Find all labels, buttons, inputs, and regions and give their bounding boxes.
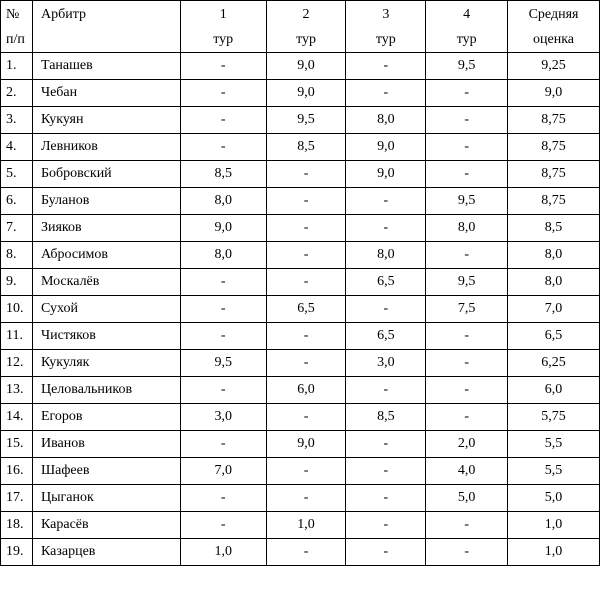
header-tour-2-line2: тур (296, 32, 316, 47)
cell-tour-2: 9,0 (266, 80, 346, 107)
header-average-line2: оценка (533, 32, 575, 47)
cell-tour-1: 9,5 (180, 350, 266, 377)
cell-average: 8,75 (508, 161, 600, 188)
cell-tour-1: 9,0 (180, 215, 266, 242)
cell-arbiter-name: Егоров (32, 404, 180, 431)
cell-tour-3: 6,5 (346, 269, 426, 296)
cell-tour-2: - (266, 188, 346, 215)
cell-tour-1: 3,0 (180, 404, 266, 431)
cell-arbiter-name: Чебан (32, 80, 180, 107)
header-tour-3 (346, 1, 426, 53)
cell-number: 14. (1, 404, 33, 431)
cell-tour-3: - (346, 188, 426, 215)
cell-arbiter-name: Карасёв (32, 512, 180, 539)
cell-tour-4: - (426, 242, 508, 269)
header-tour-1-line1: 1 (219, 7, 227, 22)
cell-tour-4: - (426, 350, 508, 377)
table-row (1, 134, 600, 161)
cell-arbiter-name: Сухой (32, 296, 180, 323)
cell-number: 19. (1, 539, 33, 566)
cell-tour-4: - (426, 404, 508, 431)
table-row (1, 107, 600, 134)
cell-number: 13. (1, 377, 33, 404)
table-row (1, 161, 600, 188)
table-row (1, 215, 600, 242)
cell-tour-2: - (266, 350, 346, 377)
cell-tour-1: - (180, 485, 266, 512)
cell-number: 5. (1, 161, 33, 188)
cell-arbiter-name: Левников (32, 134, 180, 161)
cell-tour-2: 6,5 (266, 296, 346, 323)
table-row (1, 296, 600, 323)
cell-tour-3: 8,0 (346, 107, 426, 134)
cell-tour-1: 8,0 (180, 242, 266, 269)
cell-tour-2: - (266, 458, 346, 485)
cell-arbiter-name: Иванов (32, 431, 180, 458)
cell-number: 10. (1, 296, 33, 323)
table-row (1, 80, 600, 107)
table-body (1, 53, 600, 566)
cell-tour-3: 9,0 (346, 161, 426, 188)
header-arbiter: Арбитр (32, 1, 180, 53)
cell-average: 8,75 (508, 107, 600, 134)
cell-tour-2: - (266, 161, 346, 188)
cell-tour-4: 9,5 (426, 53, 508, 80)
cell-tour-4: 9,5 (426, 188, 508, 215)
cell-average: 6,25 (508, 350, 600, 377)
cell-tour-3: 8,5 (346, 404, 426, 431)
cell-number: 9. (1, 269, 33, 296)
cell-tour-3: - (346, 431, 426, 458)
table-row (1, 350, 600, 377)
header-tour-3-line1: 3 (382, 7, 390, 22)
cell-tour-3: - (346, 296, 426, 323)
cell-tour-3: 6,5 (346, 323, 426, 350)
cell-tour-3: - (346, 215, 426, 242)
cell-arbiter-name: Танашев (32, 53, 180, 80)
table-row (1, 512, 600, 539)
header-tour-4 (426, 1, 508, 53)
cell-average: 5,75 (508, 404, 600, 431)
cell-number: 6. (1, 188, 33, 215)
cell-number: 12. (1, 350, 33, 377)
cell-tour-2: 1,0 (266, 512, 346, 539)
cell-tour-2: 9,0 (266, 53, 346, 80)
cell-arbiter-name: Зияков (32, 215, 180, 242)
cell-tour-3: 8,0 (346, 242, 426, 269)
cell-number: 16. (1, 458, 33, 485)
cell-average: 5,0 (508, 485, 600, 512)
table-row (1, 539, 600, 566)
cell-tour-2: 9,5 (266, 107, 346, 134)
table-row (1, 404, 600, 431)
table-row (1, 485, 600, 512)
cell-average: 9,25 (508, 53, 600, 80)
cell-average: 1,0 (508, 512, 600, 539)
cell-tour-4: - (426, 134, 508, 161)
cell-arbiter-name: Чистяков (32, 323, 180, 350)
header-average-line1: Средняя (528, 7, 579, 22)
cell-number: 11. (1, 323, 33, 350)
cell-tour-4: - (426, 80, 508, 107)
cell-tour-1: - (180, 431, 266, 458)
cell-tour-1: - (180, 296, 266, 323)
cell-tour-1: - (180, 269, 266, 296)
cell-tour-3: - (346, 512, 426, 539)
cell-tour-1: - (180, 377, 266, 404)
cell-tour-1: 7,0 (180, 458, 266, 485)
cell-arbiter-name: Кукуляк (32, 350, 180, 377)
cell-tour-2: - (266, 485, 346, 512)
table-row (1, 53, 600, 80)
cell-average: 8,75 (508, 134, 600, 161)
cell-tour-1: 1,0 (180, 539, 266, 566)
cell-arbiter-name: Буланов (32, 188, 180, 215)
cell-arbiter-name: Кукуян (32, 107, 180, 134)
cell-tour-2: 8,5 (266, 134, 346, 161)
cell-tour-1: - (180, 134, 266, 161)
cell-arbiter-name: Цыганок (32, 485, 180, 512)
cell-arbiter-name: Шафеев (32, 458, 180, 485)
cell-tour-4: - (426, 107, 508, 134)
cell-arbiter-name: Казарцев (32, 539, 180, 566)
table-row (1, 188, 600, 215)
cell-tour-3: - (346, 539, 426, 566)
cell-average: 8,75 (508, 188, 600, 215)
table-row (1, 431, 600, 458)
header-tour-1 (180, 1, 266, 53)
cell-tour-2: - (266, 242, 346, 269)
cell-tour-1: - (180, 80, 266, 107)
cell-tour-4: - (426, 539, 508, 566)
cell-tour-2: 6,0 (266, 377, 346, 404)
cell-number: 4. (1, 134, 33, 161)
header-number-line1: № (6, 7, 20, 22)
cell-number: 15. (1, 431, 33, 458)
table-row (1, 323, 600, 350)
cell-average: 9,0 (508, 80, 600, 107)
cell-average: 6,0 (508, 377, 600, 404)
cell-tour-3: - (346, 458, 426, 485)
cell-number: 17. (1, 485, 33, 512)
table-row (1, 242, 600, 269)
header-tour-2-line1: 2 (302, 7, 310, 22)
cell-average: 1,0 (508, 539, 600, 566)
cell-tour-1: 8,0 (180, 188, 266, 215)
cell-tour-2: - (266, 539, 346, 566)
cell-tour-2: - (266, 269, 346, 296)
cell-tour-4: 7,5 (426, 296, 508, 323)
cell-number: 7. (1, 215, 33, 242)
cell-tour-4: - (426, 161, 508, 188)
cell-number: 3. (1, 107, 33, 134)
cell-tour-2: - (266, 404, 346, 431)
cell-number: 18. (1, 512, 33, 539)
cell-tour-1: - (180, 53, 266, 80)
cell-tour-2: 9,0 (266, 431, 346, 458)
header-tour-4-line2: тур (456, 32, 477, 47)
cell-arbiter-name: Целовальников (32, 377, 180, 404)
cell-tour-4: 8,0 (426, 215, 508, 242)
cell-tour-2: - (266, 215, 346, 242)
header-tour-1-line2: тур (213, 32, 234, 47)
cell-tour-4: 5,0 (426, 485, 508, 512)
cell-arbiter-name: Бобровский (32, 161, 180, 188)
cell-tour-3: - (346, 80, 426, 107)
cell-arbiter-name: Москалёв (32, 269, 180, 296)
cell-tour-3: - (346, 377, 426, 404)
cell-tour-1: - (180, 512, 266, 539)
cell-tour-4: 2,0 (426, 431, 508, 458)
header-tour-4-line1: 4 (463, 7, 471, 22)
cell-average: 5,5 (508, 431, 600, 458)
table-row (1, 269, 600, 296)
header-row (1, 1, 600, 53)
cell-number: 2. (1, 80, 33, 107)
cell-average: 5,5 (508, 458, 600, 485)
header-average (508, 1, 600, 53)
cell-tour-1: - (180, 107, 266, 134)
cell-tour-4: - (426, 323, 508, 350)
cell-number: 8. (1, 242, 33, 269)
header-number-line2: п/п (6, 32, 25, 47)
cell-number: 1. (1, 53, 33, 80)
cell-tour-3: 3,0 (346, 350, 426, 377)
cell-average: 7,0 (508, 296, 600, 323)
table-row (1, 377, 600, 404)
cell-tour-2: - (266, 323, 346, 350)
cell-tour-3: - (346, 485, 426, 512)
cell-tour-3: 9,0 (346, 134, 426, 161)
cell-average: 8,0 (508, 242, 600, 269)
header-tour-2 (266, 1, 346, 53)
cell-tour-4: - (426, 377, 508, 404)
header-number (1, 1, 33, 53)
cell-tour-4: - (426, 512, 508, 539)
cell-average: 6,5 (508, 323, 600, 350)
cell-average: 8,0 (508, 269, 600, 296)
cell-arbiter-name: Абросимов (32, 242, 180, 269)
cell-tour-4: 4,0 (426, 458, 508, 485)
cell-tour-1: 8,5 (180, 161, 266, 188)
cell-tour-4: 9,5 (426, 269, 508, 296)
cell-average: 8,5 (508, 215, 600, 242)
cell-tour-1: - (180, 323, 266, 350)
cell-tour-3: - (346, 53, 426, 80)
table-row (1, 458, 600, 485)
header-tour-3-line2: тур (375, 32, 396, 47)
